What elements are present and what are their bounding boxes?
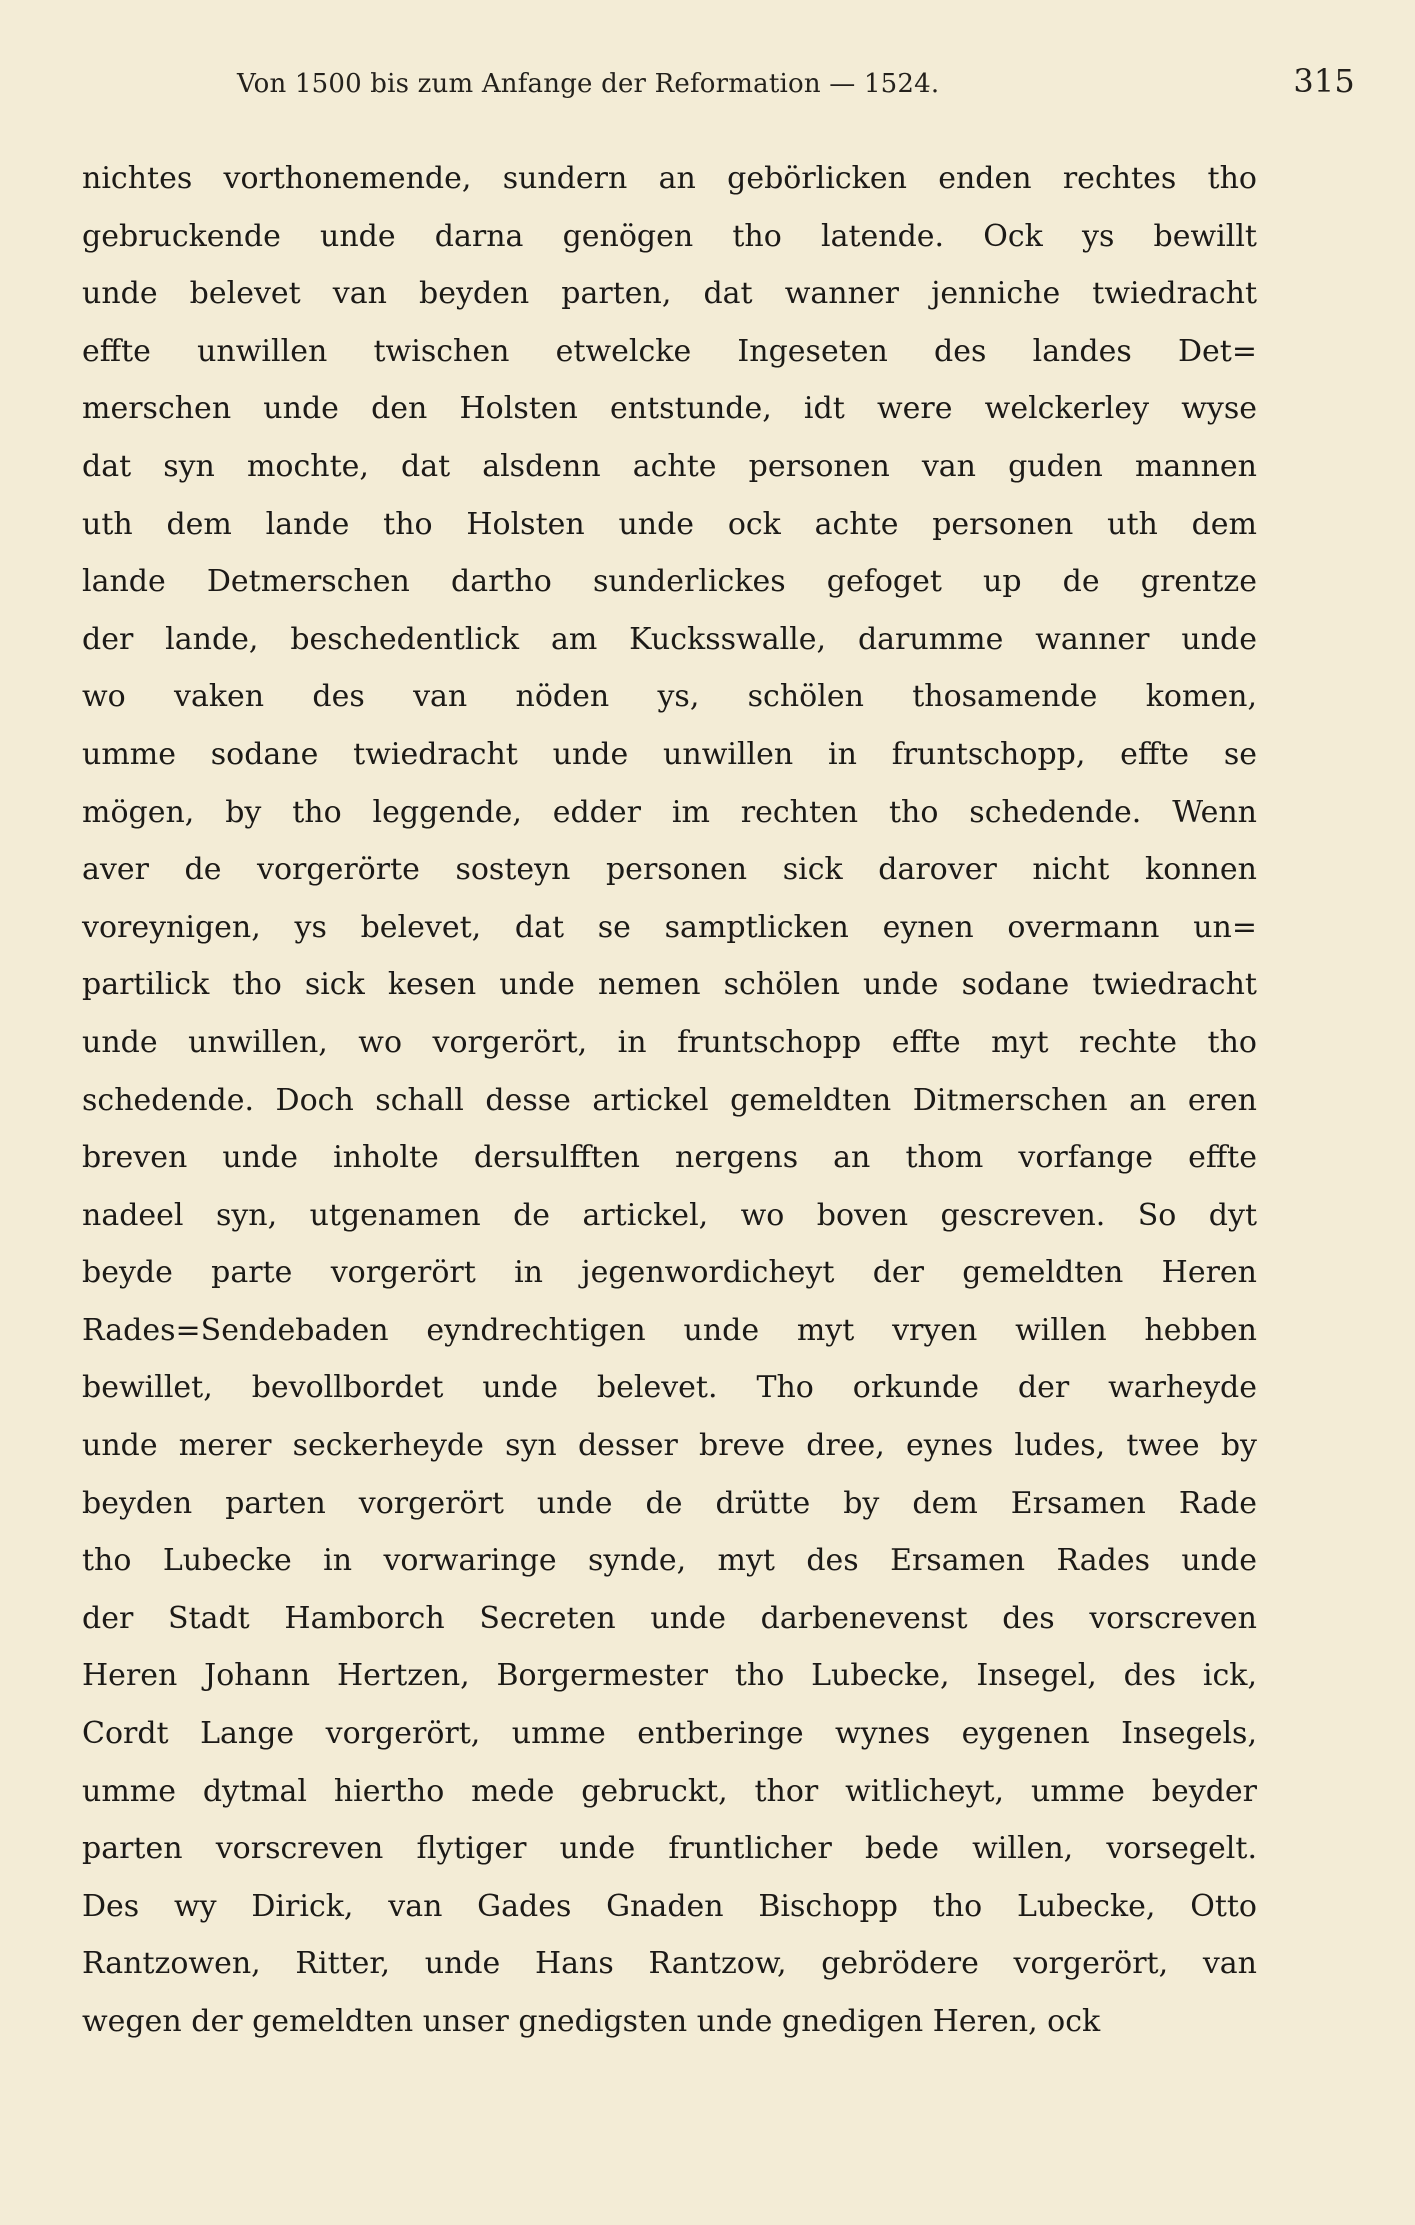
text-line: beyden parten vorgerört unde de drütte by dem Ersamen Rade (82, 1485, 1257, 1521)
text-line: unde merer seckerheyde syn desser breve dree, eynes ludes, twee by (82, 1428, 1257, 1464)
text-line: unde unwillen, wo vorgerört, in fruntschopp effte myt rechte tho (82, 1024, 1257, 1060)
text-line: wegen der gemeldten unser gnedigsten unde gnedigen Heren, ock (82, 2004, 1101, 2039)
text-line: Rantzowen, Ritter, unde Hans Rantzow, gebrödere vorgerört, van (82, 1946, 1257, 1982)
running-head (237, 62, 1355, 112)
text-line: dat syn mochte, dat alsdenn achte personen van guden mannen (82, 448, 1257, 484)
text-line: Rades=Sendebaden eyndrechtigen unde myt vryen willen hebben (82, 1312, 1257, 1348)
text-line: mögen, by tho leggende, edder im rechten tho schedende. Wenn (82, 794, 1257, 830)
text-line: Cordt Lange vorgerört, umme entberinge wynes eygenen Insegels, (82, 1716, 1257, 1752)
text-line: partilick tho sick kesen unde nemen schölen unde sodane twiedracht (82, 967, 1257, 1003)
body-text (82, 150, 1257, 2051)
text-line: der Stadt Hamborch Secreten unde darbenevenst des vorscreven (82, 1600, 1257, 1636)
text-line: schedende. Doch schall desse artickel gemeldten Ditmerschen an eren (82, 1082, 1257, 1118)
text-line: lande Detmerschen dartho sunderlickes gefoget up de grentze (82, 564, 1257, 600)
text-line: umme dytmal hiertho mede gebruckt, thor witlicheyt, umme beyder (82, 1773, 1257, 1809)
text-line: effte unwillen twischen etwelcke Ingeseten des landes Det= (82, 333, 1257, 369)
text-line: merschen unde den Holsten entstunde, idt were welckerley wyse (82, 391, 1257, 427)
text-line: parten vorscreven flytiger unde fruntlicher bede willen, vorsegelt. (82, 1831, 1257, 1867)
text-line: uth dem lande tho Holsten unde ock achte personen uth dem (82, 506, 1257, 542)
text-line: der lande, beschedentlick am Kucksswalle, darumme wanner unde (82, 621, 1257, 657)
text-line: Des wy Dirick, van Gades Gnaden Bischopp tho Lubecke, Otto (82, 1888, 1257, 1924)
text-line: bewillet, bevollbordet unde belevet. Tho orkunde der warheyde (82, 1370, 1257, 1406)
text-line: tho Lubecke in vorwaringe synde, myt des Ersamen Rades unde (82, 1543, 1257, 1579)
text-line: breven unde inholte dersulfften nergens an thom vorfange effte (82, 1140, 1257, 1176)
text-line: unde belevet van beyden parten, dat wanner jenniche twiedracht (82, 276, 1257, 312)
text-line: nichtes vorthonemende, sundern an gebörlicken enden rechtes tho (82, 161, 1257, 196)
text-line: Heren Johann Hertzen, Borgermester tho Lubecke, Insegel, des ick, (82, 1658, 1257, 1694)
text-line: umme sodane twiedracht unde unwillen in fruntschopp, effte se (82, 736, 1257, 772)
running-head-title: Von 1500 bis zum Anfange der Reformation — 1524. (237, 69, 940, 99)
text-line: nadeel syn, utgenamen de artickel, wo boven gescreven. So dyt (82, 1197, 1257, 1233)
text-line: wo vaken des van nöden ys, schölen thosamende komen, (82, 679, 1257, 715)
text-line: gebruckende unde darna genögen tho latende. Ock ys bewillt (82, 218, 1257, 254)
text-line: aver de vorgerörte sosteyn personen sick darover nicht konnen (82, 852, 1257, 888)
text-line: voreynigen, ys belevet, dat se samptlicken eynen overmann un= (82, 909, 1257, 945)
text-line: beyde parte vorgerört in jegenwordicheyt der gemeldten Heren (82, 1255, 1257, 1291)
page-number: 315 (1293, 62, 1355, 100)
